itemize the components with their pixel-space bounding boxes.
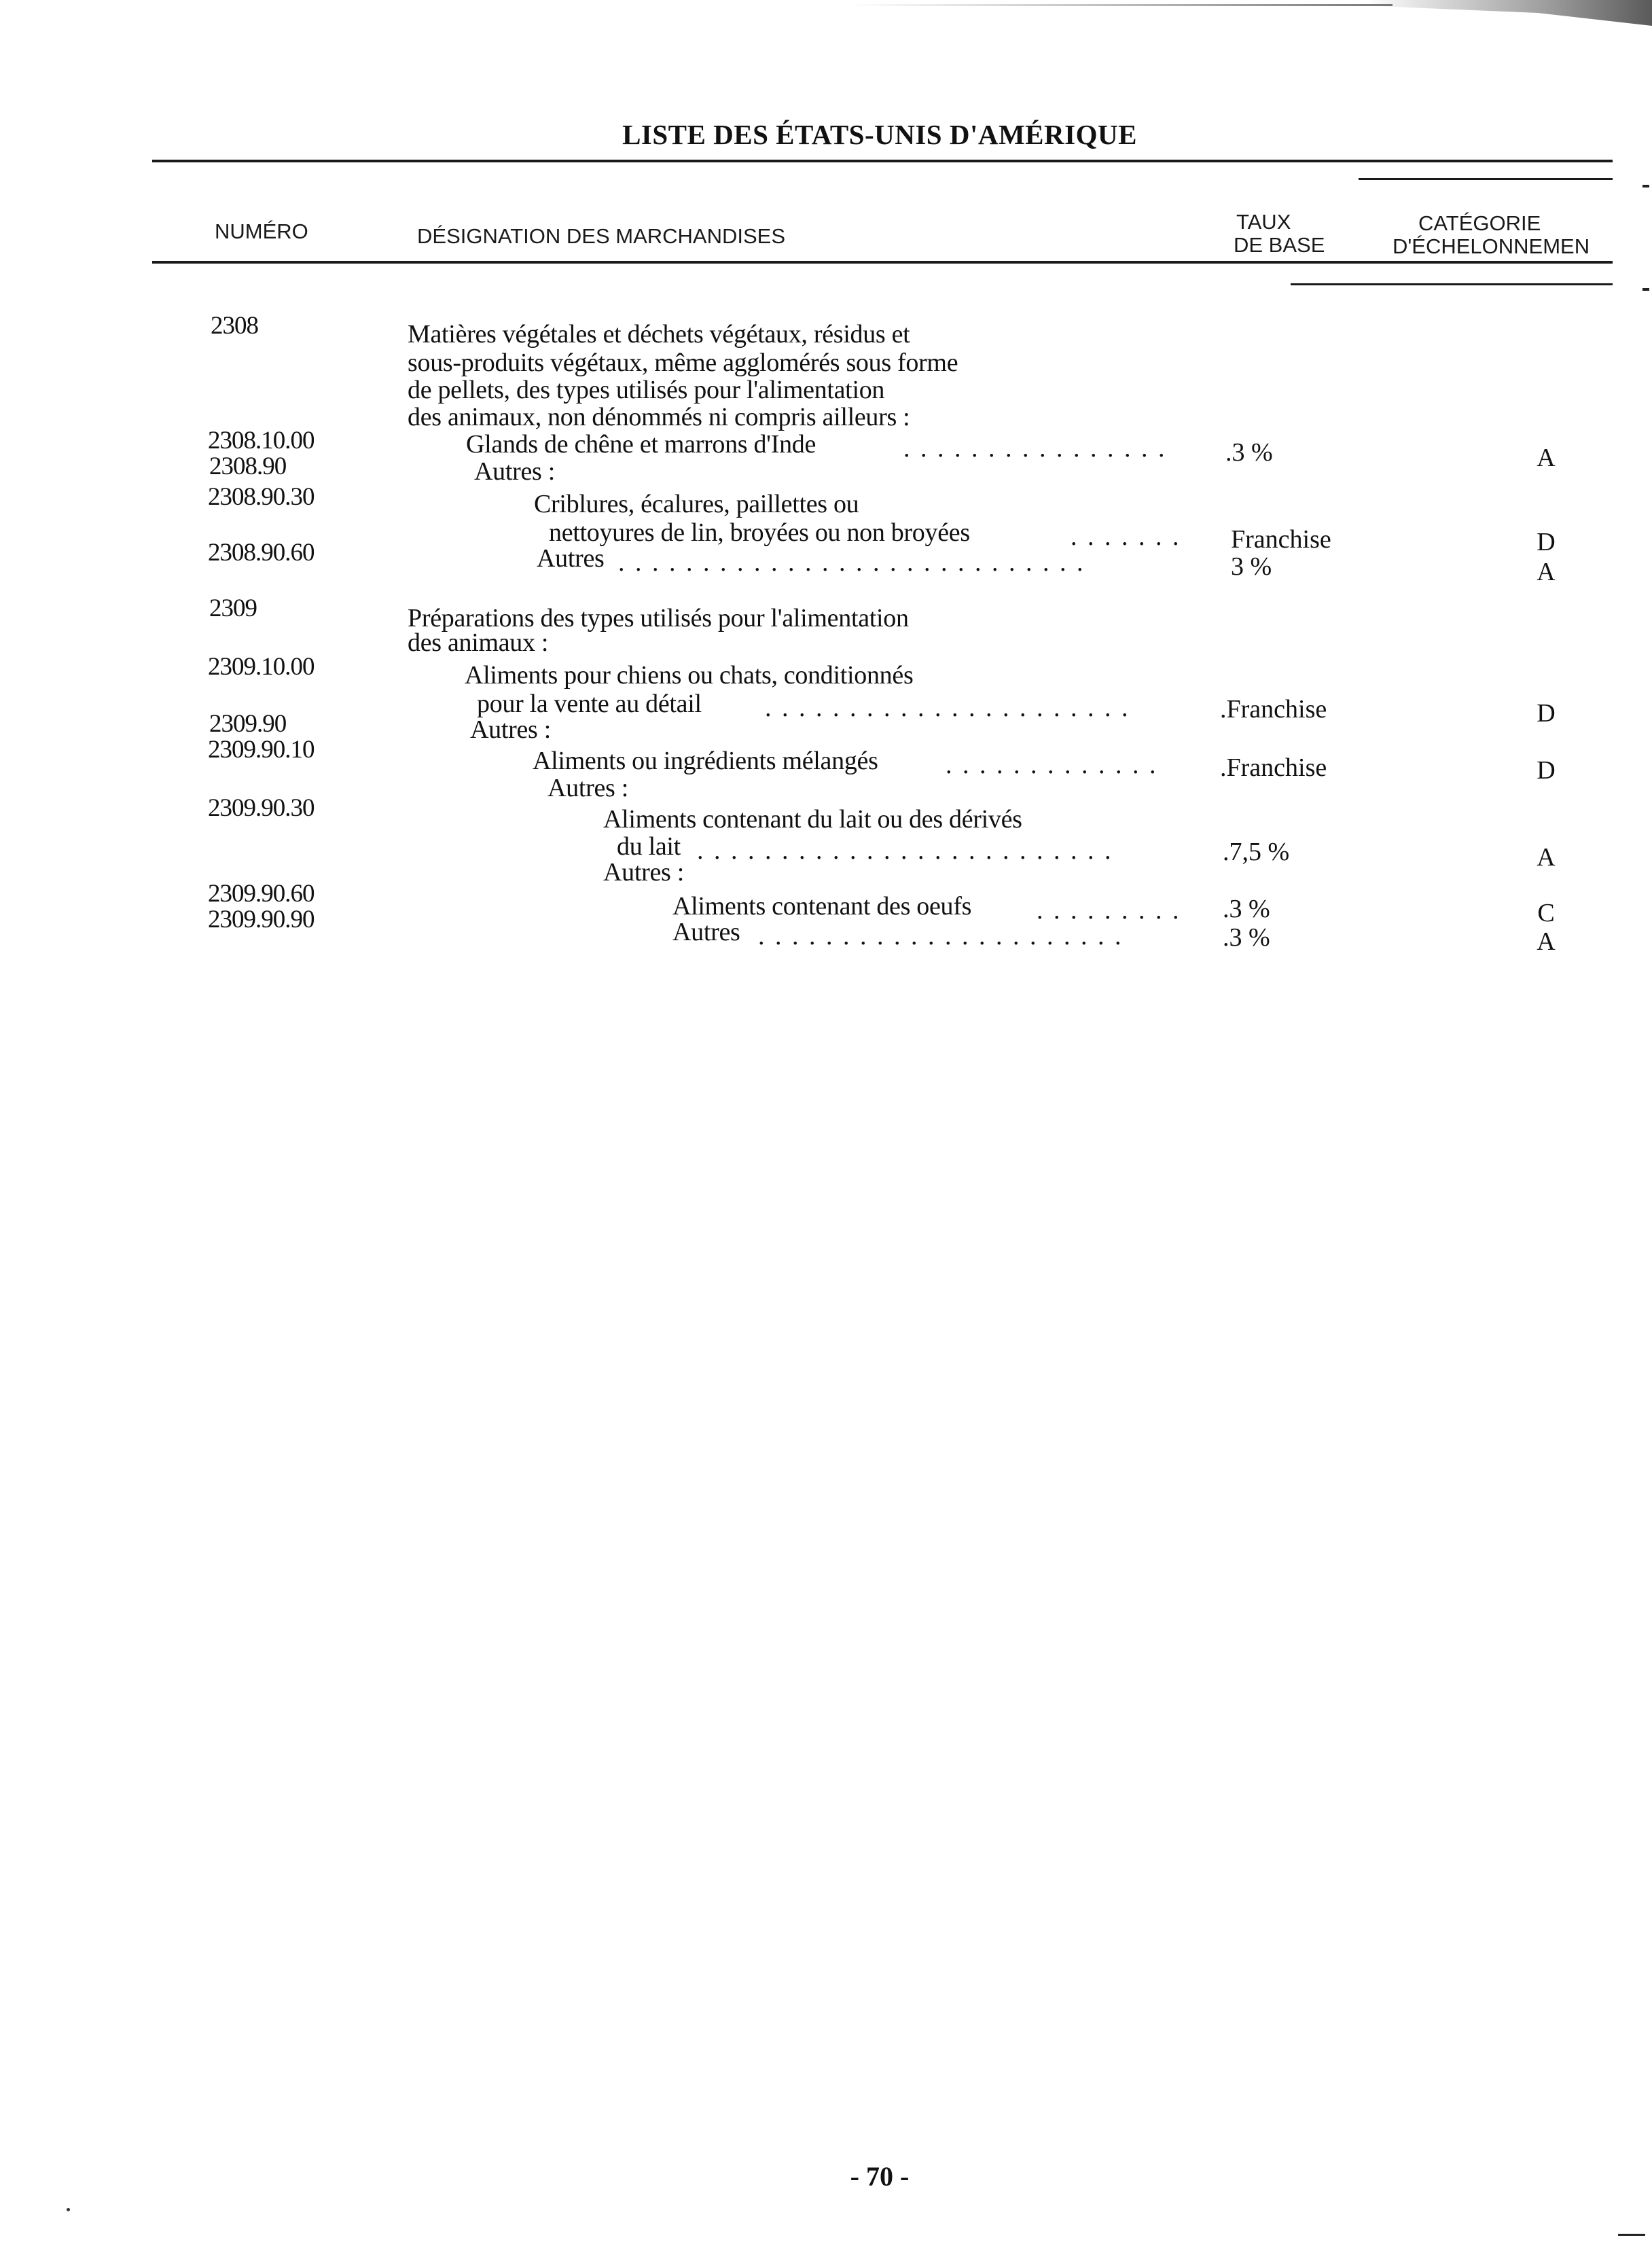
tariff-number: 2308.90 <box>209 452 287 480</box>
designation-line: des animaux : <box>408 628 549 657</box>
tariff-number: 2309.90 <box>209 710 287 738</box>
header-rate-line1: TAUX <box>1236 210 1291 234</box>
tariff-number: 2309.10.00 <box>208 653 315 681</box>
designation-line: Matières végétales et déchets végétaux, résidus et <box>408 320 910 349</box>
designation-line: Autres : <box>603 858 684 887</box>
staging-category: D <box>1537 699 1556 728</box>
header-rule-top <box>152 160 1613 162</box>
header-rule-bottom <box>152 261 1613 264</box>
tariff-number: 2308.90.60 <box>208 539 315 567</box>
designation-line: Autres <box>537 544 605 573</box>
dot-leader: . . . . . . . . . . . . . . . . . . . . . . . . . . . . <box>618 548 1085 577</box>
dot-leader: . . . . . . . . . . . . . <box>946 751 1158 779</box>
scan-line <box>849 4 1393 6</box>
designation-line: Aliments ou ingrédients mélangés <box>533 747 878 775</box>
header-category-line2: D'ÉCHELONNEMEN <box>1393 235 1590 258</box>
page-title: LISTE DES ÉTATS-UNIS D'AMÉRIQUE <box>622 119 1137 150</box>
header-rate-line2: DE BASE <box>1234 233 1325 257</box>
edge-mark <box>1642 288 1649 291</box>
staging-category: C <box>1537 899 1555 927</box>
staging-category: A <box>1537 843 1556 872</box>
page-number: - 70 - <box>850 2161 910 2192</box>
dot-leader: . . . . . . . . . . . . . . . . <box>903 434 1167 463</box>
tariff-number: 2309.90.10 <box>208 736 315 764</box>
designation-line: Aliments contenant des oeufs <box>672 892 972 921</box>
staging-category: A <box>1537 444 1556 472</box>
base-rate: .3 % <box>1225 438 1273 467</box>
staging-category: A <box>1537 927 1556 956</box>
designation-line: Aliments contenant du lait ou des dérivés <box>603 805 1022 834</box>
base-rate: .3 % <box>1223 923 1270 952</box>
dot-leader: . . . . . . . <box>1071 522 1181 551</box>
header-number: NUMÉRO <box>215 219 308 243</box>
speck <box>67 2208 70 2211</box>
tariff-number: 2309.90.30 <box>208 794 315 822</box>
designation-line: sous-produits végétaux, même agglomérés sous forme <box>408 349 958 377</box>
edge-mark <box>1642 185 1649 188</box>
designation-line: Aliments pour chiens ou chats, conditionnés <box>465 661 914 690</box>
tariff-number: 2308.90.30 <box>208 483 315 511</box>
base-rate: .3 % <box>1223 895 1270 923</box>
dot-leader: . . . . . . . . . . . . . . . . . . . . . . <box>758 922 1124 950</box>
base-rate: Franchise <box>1231 525 1331 554</box>
header-rule-top-tail <box>1359 178 1613 180</box>
tariff-number: 2308.10.00 <box>208 427 315 454</box>
designation-line: pour la vente au détail <box>477 690 702 718</box>
designation-line: Autres : <box>470 715 551 744</box>
designation-line: Autres : <box>474 457 555 486</box>
header-rule-bottom-tail <box>1291 283 1613 285</box>
base-rate: .Franchise <box>1220 753 1327 782</box>
staging-category: D <box>1537 528 1556 556</box>
tariff-number: 2309.90.60 <box>208 880 315 908</box>
dot-leader: . . . . . . . . . <box>1037 896 1181 925</box>
tariff-number: 2308 <box>211 312 258 340</box>
designation-line: nettoyures de lin, broyées ou non broyées <box>549 518 970 547</box>
tariff-number: 2309 <box>209 594 257 622</box>
designation-line: Criblures, écalures, paillettes ou <box>534 490 859 518</box>
staging-category: A <box>1537 558 1556 586</box>
base-rate: .7,5 % <box>1223 838 1290 866</box>
dot-leader: . . . . . . . . . . . . . . . . . . . . . . <box>765 694 1130 722</box>
designation-line: Autres <box>672 918 740 946</box>
tariff-number: 2309.90.90 <box>208 906 315 933</box>
scan-shadow <box>1367 0 1652 26</box>
designation-line: Glands de chêne et marrons d'Inde <box>466 430 816 459</box>
header-designation: DÉSIGNATION DES MARCHANDISES <box>417 224 786 248</box>
dot-leader: . . . . . . . . . . . . . . . . . . . . . . . . . <box>697 836 1113 865</box>
edge-mark <box>1618 2234 1645 2236</box>
designation-line: Préparations des types utilisés pour l'alimentation <box>408 604 909 632</box>
base-rate: .Franchise <box>1220 695 1327 724</box>
designation-line: Autres : <box>547 774 628 802</box>
designation-line: des animaux, non dénommés ni compris ailleurs : <box>408 403 910 431</box>
base-rate: 3 % <box>1231 552 1272 581</box>
header-category-line1: CATÉGORIE <box>1418 211 1541 235</box>
designation-line: de pellets, des types utilisés pour l'alimentation <box>408 376 885 404</box>
staging-category: D <box>1537 756 1556 785</box>
designation-line: du lait <box>617 832 681 861</box>
